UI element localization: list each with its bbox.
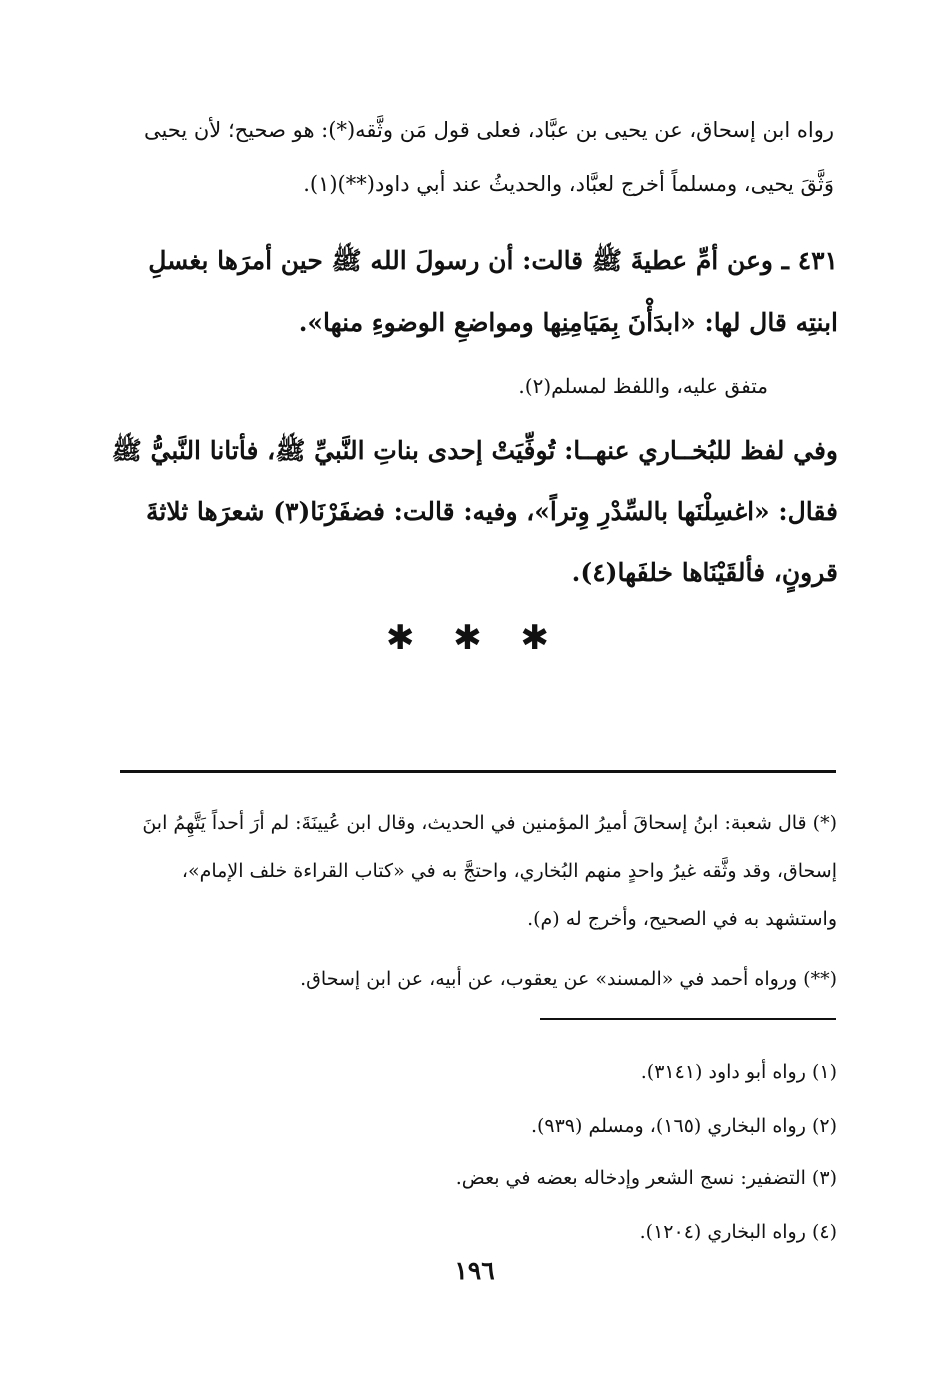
section-divider-stars: ✱ ✱ ✱ <box>385 618 564 658</box>
agreed-note: متفق عليه، واللفظ لمسلم(٢). <box>518 374 768 398</box>
footnote-4: (٤) رواه البخاري (١٢٠٤). <box>639 1221 837 1243</box>
footnote-star: (*) قال شعبة: ابنُ إسحاقَ أميرُ المؤمنين في الحديث، وقال ابن عُيينَةَ: لم أرَ أحداً يَتَّهِمُ ابنَ إسحاق، وقد وثَّقه غيرُ واحدٍ منهم البُخاري، واحتجَّ به في «كتاب القراءة خلف الإمام»، واستشهد به في الصحيح، وأخرج له (م). <box>142 812 837 930</box>
footnote-separator-long <box>120 770 836 773</box>
top-paragraph: رواه ابن إسحاق، عن يحيى بن عبَّاد، فعلى قول مَن وثَّقه(*): هو صحيح؛ لأن يحيى وَثَّقَ يحيى، ومسلماً أخرج لعبَّاد، والحديثُ عند أبي داود(**)(١). <box>143 118 834 196</box>
footnote-1: (١) رواه أبو داود (٣١٤١). <box>640 1061 837 1083</box>
footnote-double-star: (**) ورواه أحمد في «المسند» عن يعقوب، عن أبيه، عن ابن إسحاق. <box>300 968 837 990</box>
footnote-3: (٣) التضفير: نسج الشعر وإدخاله بعضه في بعض. <box>455 1167 837 1189</box>
footnote-2: (٢) رواه البخاري (١٦٥)، ومسلم (٩٣٩). <box>530 1115 837 1137</box>
footnote-separator-short <box>540 1018 836 1020</box>
bukhari-narration: وفي لفظ للبُخــاري عنهــا: تُوفِّيَتْ إحدى بناتِ النَّبيِّ ﷺ، فأتانا النَّبيُّ ﷺ فقال: «اغسِلْنَها بالسِّدْرِ وِتراً»، وفيه: قالت: فضفَرْنَا(٣) شعرَها ثلاثةَ قرونٍ، فألقَيْنَاها خلفَها(٤). <box>111 436 838 587</box>
hadith-431: ٤٣١ ـ وعن أمِّ عطيةَ ﷺ قالت: أن رسولَ الله ﷺ حين أمرَها بغسلِ ابنتِه قال لها: «ابدَأْنَ بِمَيَامِنِها ومواضعِ الوضوءِ منها». <box>148 246 838 337</box>
page-number: ١٩٦ <box>454 1256 495 1285</box>
